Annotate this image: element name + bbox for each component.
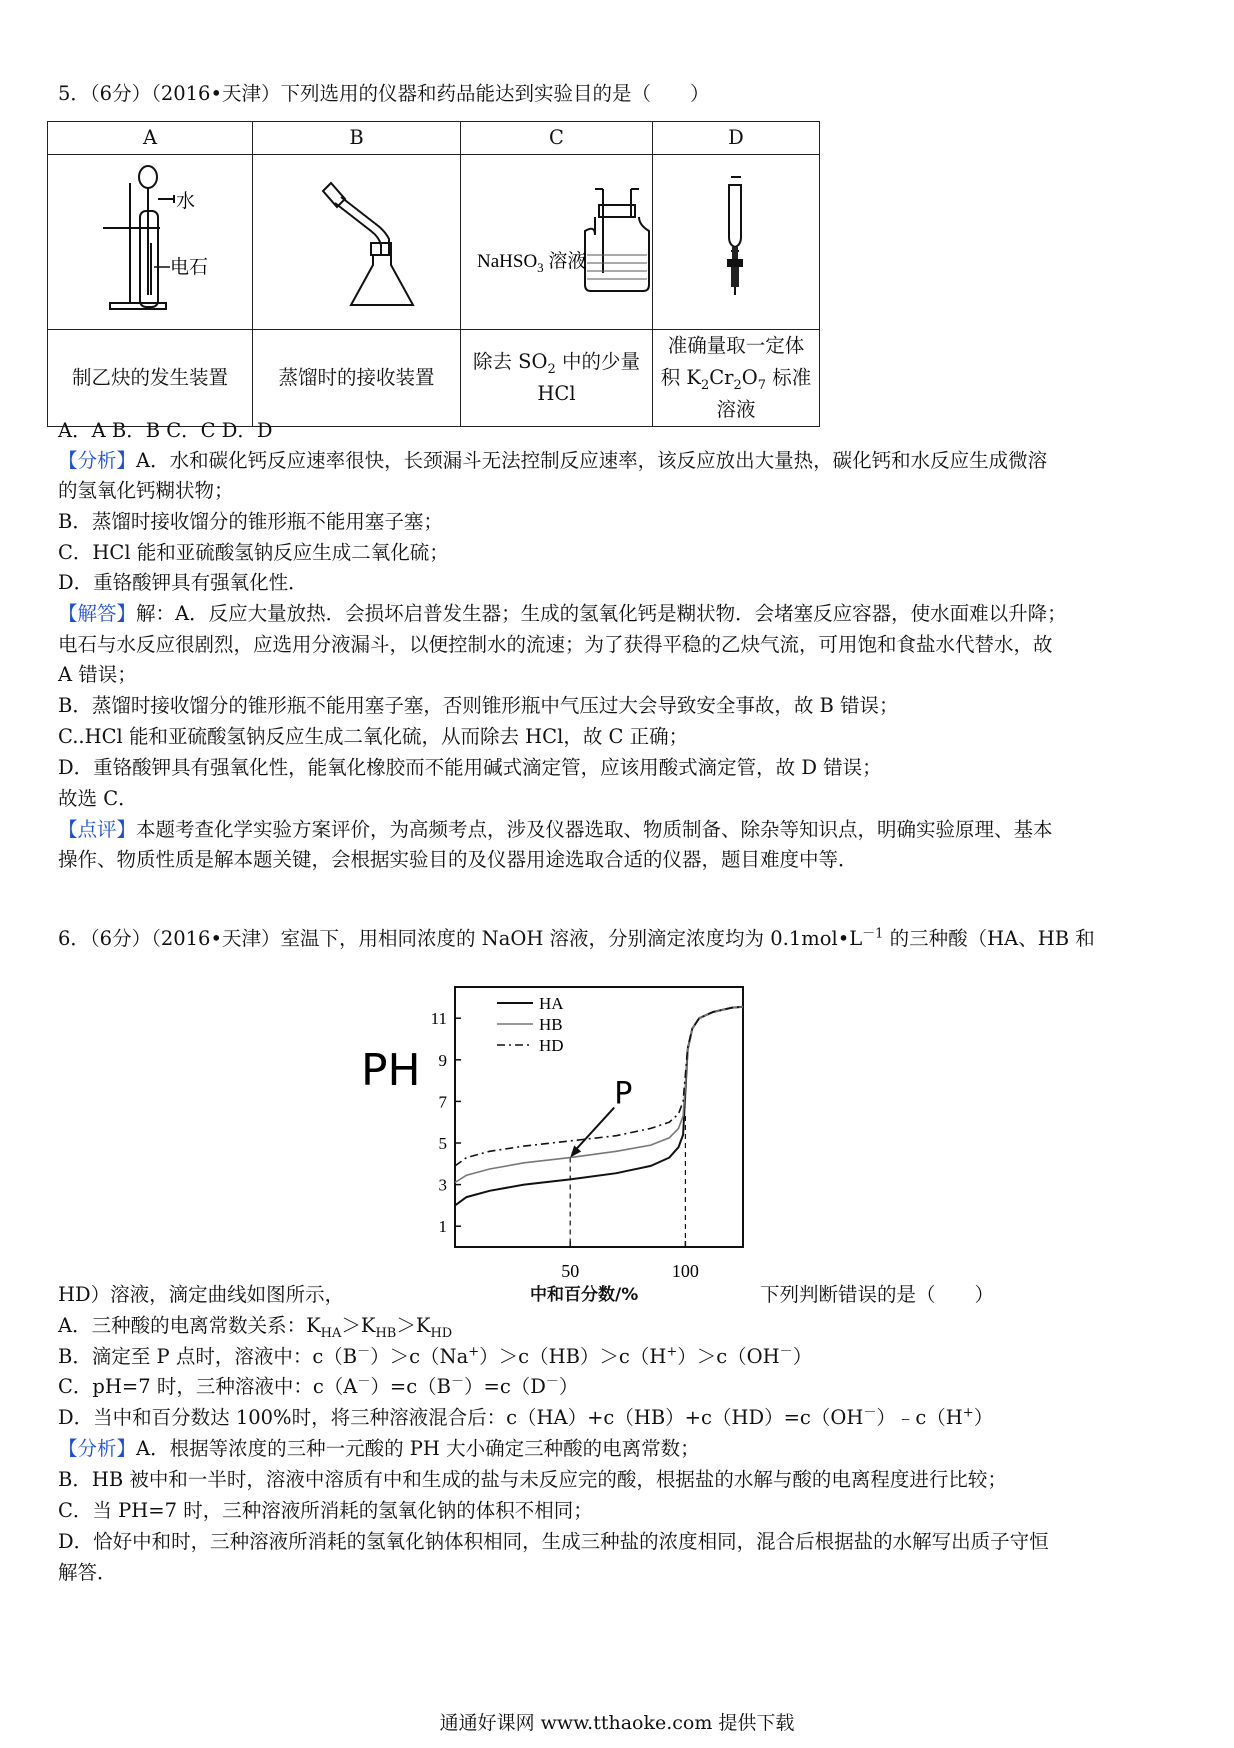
q5-answer-line-6: D．重铬酸钾具有强氧化性，能氧化橡胶而不能用碱式滴定管，应该用酸式滴定管，故 D 错误； (58, 756, 882, 779)
gas-washing-bottle-diagram (461, 155, 652, 319)
titration-chart (355, 975, 755, 1305)
q6-analysis-tag: 【分析】 (58, 1437, 137, 1460)
y-tick-label: 7 (438, 1092, 447, 1112)
burette-diagram (653, 155, 819, 319)
q6-option-d: D．当中和百分数达 100%时，将三种溶液混合后：c（HA）+c（HB）+c（HD）=c（OH－）﹣c（H+） (58, 1405, 994, 1429)
y-ticks (431, 1009, 461, 1236)
q6-stem-line-2-right: 下列判断错误的是（ ） (760, 1283, 995, 1306)
q6-analysis-line-1: 【分析】A．根据等浓度的三种一元酸的 PH 大小确定三种酸的电离常数； (58, 1437, 700, 1460)
acetylene-generator-diagram (48, 155, 252, 319)
q6-analysis-line-5: 解答． (58, 1561, 117, 1584)
curves (455, 1007, 743, 1206)
apparatus-c (461, 155, 653, 330)
header-a: A (48, 122, 253, 155)
q5-answer-line-1: 【解答】解：A．反应大量放热．会损坏启普发生器；生成的氢氧化钙是糊状物．会堵塞反应容器，使水面难以升降； (58, 602, 1067, 625)
x-tick-label: 50 (561, 1261, 580, 1281)
legend (497, 994, 564, 1055)
y-tick-label: 9 (438, 1050, 447, 1070)
label-water: 水 (176, 190, 196, 212)
q5-answer-line-5: C..HCl 能和亚硫酸氢钠反应生成二氧化硫，从而除去 HCl，故 C 正确； (58, 725, 689, 748)
q6-option-c: C．pH=7 时，三种溶液中：c（A－）=c（B－）=c（D－） (58, 1374, 579, 1398)
legend-label-hd: HD (539, 1036, 564, 1055)
plot-frame (455, 987, 743, 1247)
q6-stem: 6．（6分）（2016•天津）室温下，用相同浓度的 NaOH 溶液，分别滴定浓度均为 $0.1mol•L^{-1}$ 的三种酸（HA、HB 和 (58, 926, 1095, 950)
curve-hd (455, 1007, 743, 1166)
q5-comment-line-1: 【点评】本题考查化学实验方案评价，为高频考点，涉及仪器选取、物质制备、除杂等知识点，明确实验原理、基本 (58, 818, 1053, 841)
q5-choices: A．A B．B C．C D．D (58, 419, 273, 442)
q5-answer-line-7: 故选 C． (58, 787, 138, 810)
y-tick-label: 3 (438, 1175, 447, 1195)
q6-analysis-line-3: C．当 PH=7 时，三种溶液所消耗的氢氧化钠的体积不相同； (58, 1499, 593, 1522)
p-label: P (614, 1076, 633, 1112)
q6-analysis-line-2: B．HB 被中和一半时，溶液中溶质有中和生成的盐与未反应完的酸，根据盐的水解与酸的电离程度进行比较； (58, 1468, 1007, 1491)
q5-answer-line-3: A 错误； (58, 663, 137, 686)
x-axis-label: 中和百分数/% (530, 1285, 639, 1305)
y-tick-label: 5 (438, 1134, 447, 1153)
q5-analysis-line-1: 【分析】A．水和碳化钙反应速率很快，长颈漏斗无法控制反应速率，该反应放出大量热，碳化钙和水反应生成微溶 (58, 449, 1048, 472)
caption-a: 制乙炔的发生装置 (48, 330, 253, 427)
caption-b: 蒸馏时的接收装置 (253, 330, 461, 427)
q5-stem: 5．（6分）（2016•天津）下列选用的仪器和药品能达到实验目的是（ ） (58, 82, 710, 105)
distillation-receiver-diagram (253, 155, 460, 319)
y-tick-label: 11 (430, 1009, 447, 1029)
q5-options-table (47, 121, 820, 427)
label-carbide: 电石 (170, 256, 209, 278)
q5-analysis-line-2: 的氢氧化钙糊状物； (58, 479, 234, 502)
legend-label-ha: HA (539, 994, 564, 1013)
point-p-annotation (570, 1077, 632, 1158)
page-footer: 通通好课网 www.tthaoke.com 提供下载 (439, 1712, 795, 1734)
x-tick-label: 100 (671, 1261, 699, 1281)
curve-hb (455, 1007, 743, 1183)
answer-tag: 【解答】 (58, 602, 137, 625)
apparatus-d (653, 155, 820, 330)
q6-option-b: B．滴定至 P 点时，溶液中：c（B－）＞c（Na+）＞c（HB）＞c（H+）＞c（OH－） (58, 1344, 813, 1368)
q5-answer-line-4: B．蒸馏时接收馏分的锥形瓶不能用塞子塞，否则锥形瓶中气压过大会导致安全事故，故 B 错误； (58, 694, 899, 717)
comment-tag: 【点评】 (58, 818, 137, 841)
q5-analysis-line-4: C．HCl 能和亚硫酸氢钠反应生成二氧化硫； (58, 541, 449, 564)
caption-d: 准确量取一定体 积 $K_2Cr_2O_7$ 标准 溶液 (653, 330, 820, 427)
q6-analysis-line-4: D．恰好中和时，三种溶液所消耗的氢氧化钠体积相同，生成三种盐的浓度相同，混合后根据盐的水解写出质子守恒 (58, 1530, 1049, 1553)
p-arrow-line (572, 1108, 614, 1154)
y-axis-label: PH (361, 1045, 421, 1096)
q5-comment-line-2: 操作、物质性质是解本题关键，会根据实验目的及仪器用途选取合适的仪器，题目难度中等． (58, 848, 858, 871)
q6-stem-line-2-left: HD）溶液，滴定曲线如图所示， (58, 1283, 345, 1306)
analysis-tag: 【分析】 (58, 449, 137, 472)
legend-label-hb: HB (539, 1015, 563, 1034)
header-b: B (253, 122, 461, 155)
label-solution: NaHSO$_3$ 溶液 (477, 251, 587, 275)
q5-analysis-line-3: B．蒸馏时接收馏分的锥形瓶不能用塞子塞； (58, 510, 443, 533)
header-c: C (461, 122, 653, 155)
apparatus-a (48, 155, 253, 330)
apparatus-b (253, 155, 461, 330)
caption-c: 除去 $SO_2$ 中的少量 HCl (461, 330, 653, 427)
y-tick-label: 1 (438, 1217, 447, 1237)
q6-option-a: A．三种酸的电离常数关系：$K_{HA}>K_{HB}>K_{HD}$ (58, 1314, 453, 1341)
header-d: D (653, 122, 820, 155)
curve-ha (455, 1007, 743, 1206)
q5-answer-line-2: 电石与水反应很剧烈，应选用分液漏斗，以便控制水的流速；为了获得平稳的乙炔气流，可用饱和食盐水代替水，故 (58, 633, 1053, 656)
q5-analysis-line-5: D．重铬酸钾具有强氧化性． (58, 571, 308, 594)
